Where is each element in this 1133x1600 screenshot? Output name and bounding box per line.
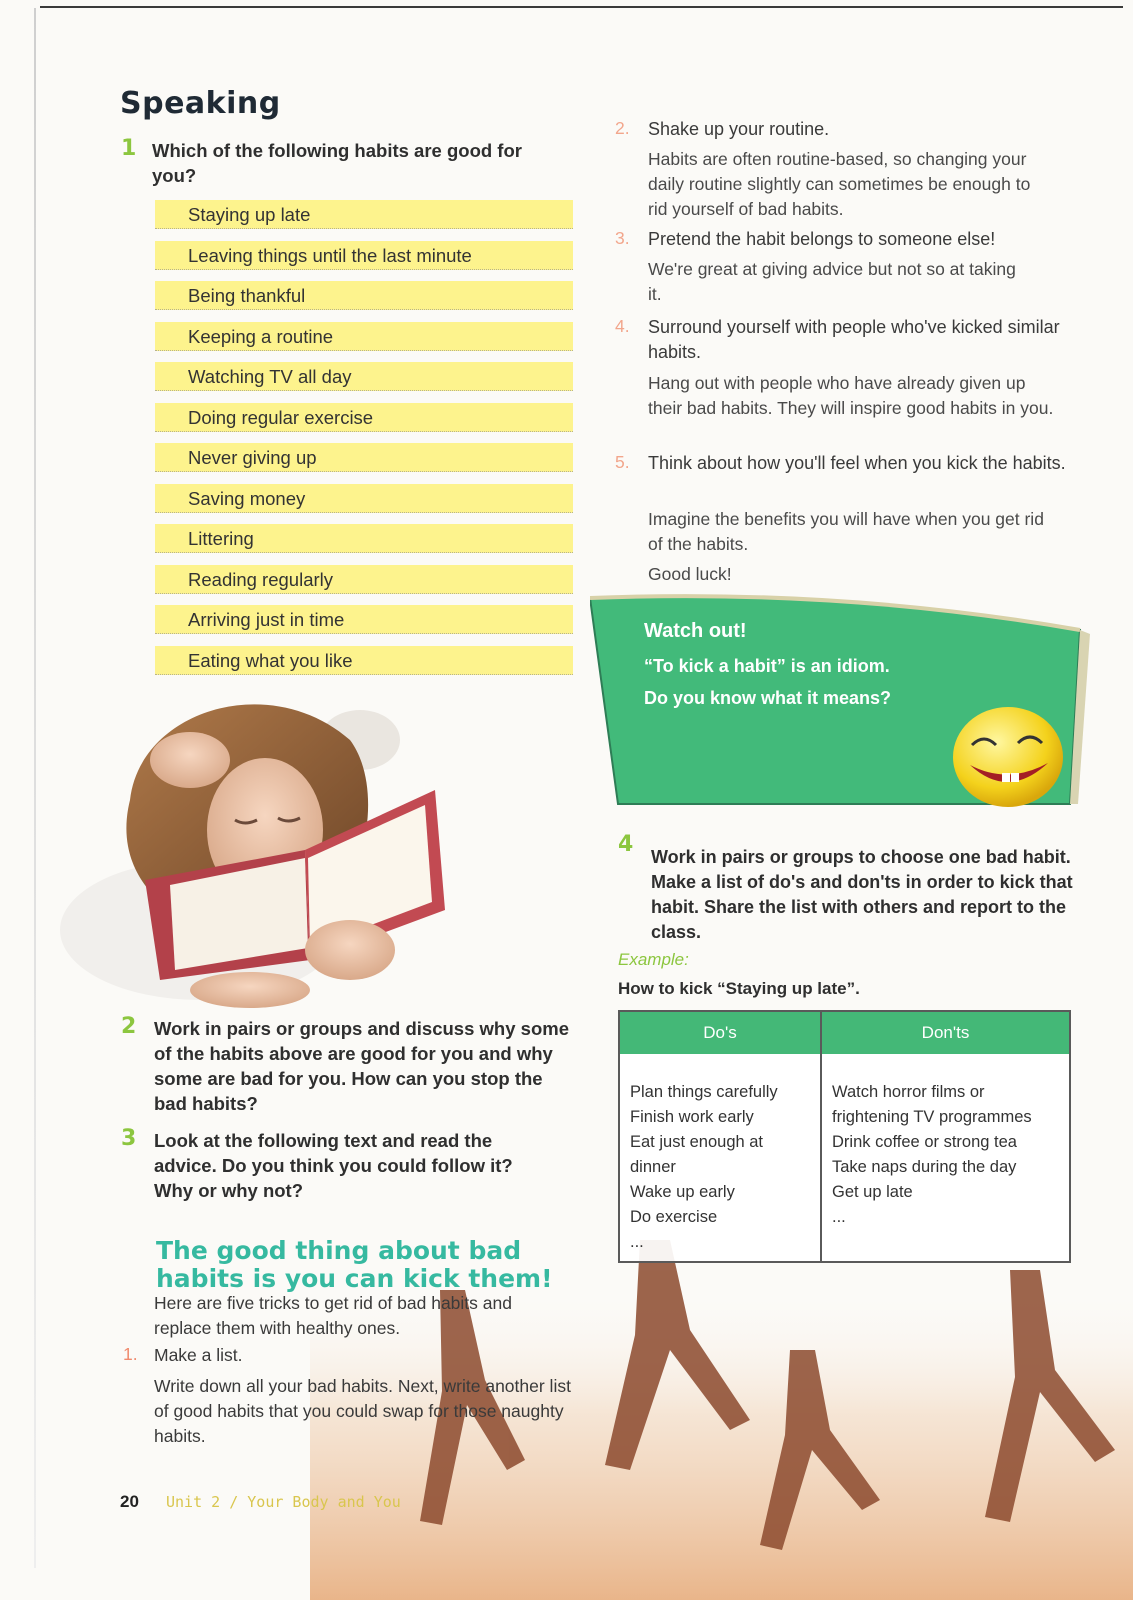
trick-3-number: 3. [615, 228, 630, 248]
habit-item: Eating what you like [155, 646, 573, 675]
dos-donts-table [618, 1010, 1071, 1263]
trick-1-heading: Make a list. [154, 1345, 243, 1365]
page-spine-shadow [34, 8, 36, 1568]
page-number: 20 [120, 1492, 139, 1511]
habit-item: Leaving things until the last minute [155, 241, 573, 270]
trick-5-heading: Think about how you'll feel when you kick the habits. [648, 453, 1066, 473]
donts-item: Drink coffee or strong tea [832, 1133, 1017, 1151]
article-title-line-2: habits is you can kick them! [156, 1264, 553, 1293]
question-3-text: Look at the following text and read the advice. Do you think you could follow it? Why or why not? [154, 1130, 513, 1201]
dos-item: Plan things carefully [630, 1083, 778, 1101]
trick-5-number: 5. [615, 452, 630, 472]
habit-item: Being thankful [155, 281, 573, 310]
girl-reading-photo [50, 680, 590, 1010]
dos-item: Do exercise [630, 1208, 718, 1226]
example-text: How to kick “Staying up late”. [618, 979, 860, 998]
dos-item: ... [630, 1233, 644, 1251]
habit-item: Keeping a routine [155, 322, 573, 351]
article-title [156, 1237, 552, 1293]
habit-item: Arriving just in time [155, 605, 573, 634]
habit-item: Watching TV all day [155, 362, 573, 391]
habit-item: Reading regularly [155, 565, 573, 594]
dos-header: Do's [620, 1012, 820, 1054]
top-rule [40, 6, 1123, 8]
donts-list [832, 1080, 1067, 1230]
trick-1-body: Write down all your bad habits. Next, write another list of good habits that you could swap for those naughty habits. [154, 1376, 571, 1446]
question-4-number: 4 [618, 832, 634, 857]
watch-out-line-2: Do you know what it means? [644, 688, 892, 708]
watch-out-line-1: “To kick a habit” is an idiom. [644, 656, 890, 676]
section-title: Speaking [120, 86, 281, 121]
habit-item: Littering [155, 524, 573, 553]
trick-5-body: Imagine the benefits you will have when you get rid of the habits. [648, 509, 1044, 554]
question-2-number: 2 [121, 1014, 137, 1039]
trick-2-body: Habits are often routine-based, so changing your daily routine slightly can sometimes be enough to rid yourself of bad habits. [648, 149, 1031, 219]
article-title-line-1: The good thing about bad [156, 1236, 522, 1265]
trick-4-heading: Surround yourself with people who've kicked similar habits. [648, 317, 1060, 362]
donts-header: Don'ts [822, 1012, 1069, 1054]
dos-list [630, 1080, 815, 1255]
donts-item: Get up late [832, 1183, 913, 1201]
table-divider [820, 1012, 822, 1261]
donts-item: Watch horror films or [832, 1083, 985, 1101]
habit-list [155, 200, 573, 686]
habit-item: Saving money [155, 484, 573, 513]
question-1-text: Which of the following habits are good for you? [152, 140, 522, 186]
question-3-number: 3 [121, 1126, 137, 1151]
question-4-text: Work in pairs or groups to choose one bad habit. Make a list of do's and don'ts in order to kick that habit. Share the list with others and report to the class. [651, 847, 1073, 942]
donts-item: frightening TV programmes [832, 1108, 1032, 1126]
dos-item: Wake up early [630, 1183, 735, 1201]
unit-label: Unit 2 / Your Body and You [166, 1493, 401, 1511]
watch-out-title: Watch out! [644, 620, 747, 642]
trick-3-heading: Pretend the habit belongs to someone else! [648, 229, 996, 249]
trick-4-body: Hang out with people who have already given up their bad habits. They will inspire good habits in you. [648, 373, 1054, 418]
article-intro: Here are five tricks to get rid of bad habits and replace them with healthy ones. [154, 1293, 512, 1338]
trick-1-number: 1. [123, 1344, 138, 1364]
habit-item: Doing regular exercise [155, 403, 573, 432]
trick-2-number: 2. [615, 118, 630, 138]
dos-item: Eat just enough at [630, 1133, 764, 1151]
dos-item: dinner [630, 1158, 676, 1176]
closing-text: Good luck! [648, 564, 732, 584]
dos-item: Finish work early [630, 1108, 754, 1126]
trick-2-heading: Shake up your routine. [648, 119, 830, 139]
habit-item: Staying up late [155, 200, 573, 229]
question-2-text: Work in pairs or groups and discuss why some of the habits above are good for you and why some are bad for you. How can you stop the bad habits? [154, 1018, 569, 1114]
donts-item: Take naps during the day [832, 1158, 1017, 1176]
question-1-number: 1 [121, 136, 137, 161]
trick-4-number: 4. [615, 316, 630, 336]
example-label: Example: [618, 950, 689, 969]
habit-item: Never giving up [155, 443, 573, 472]
trick-3-body: We're great at giving advice but not so at taking it. [648, 259, 1016, 304]
donts-item: ... [832, 1208, 846, 1226]
smiley-face-icon [950, 705, 1068, 810]
